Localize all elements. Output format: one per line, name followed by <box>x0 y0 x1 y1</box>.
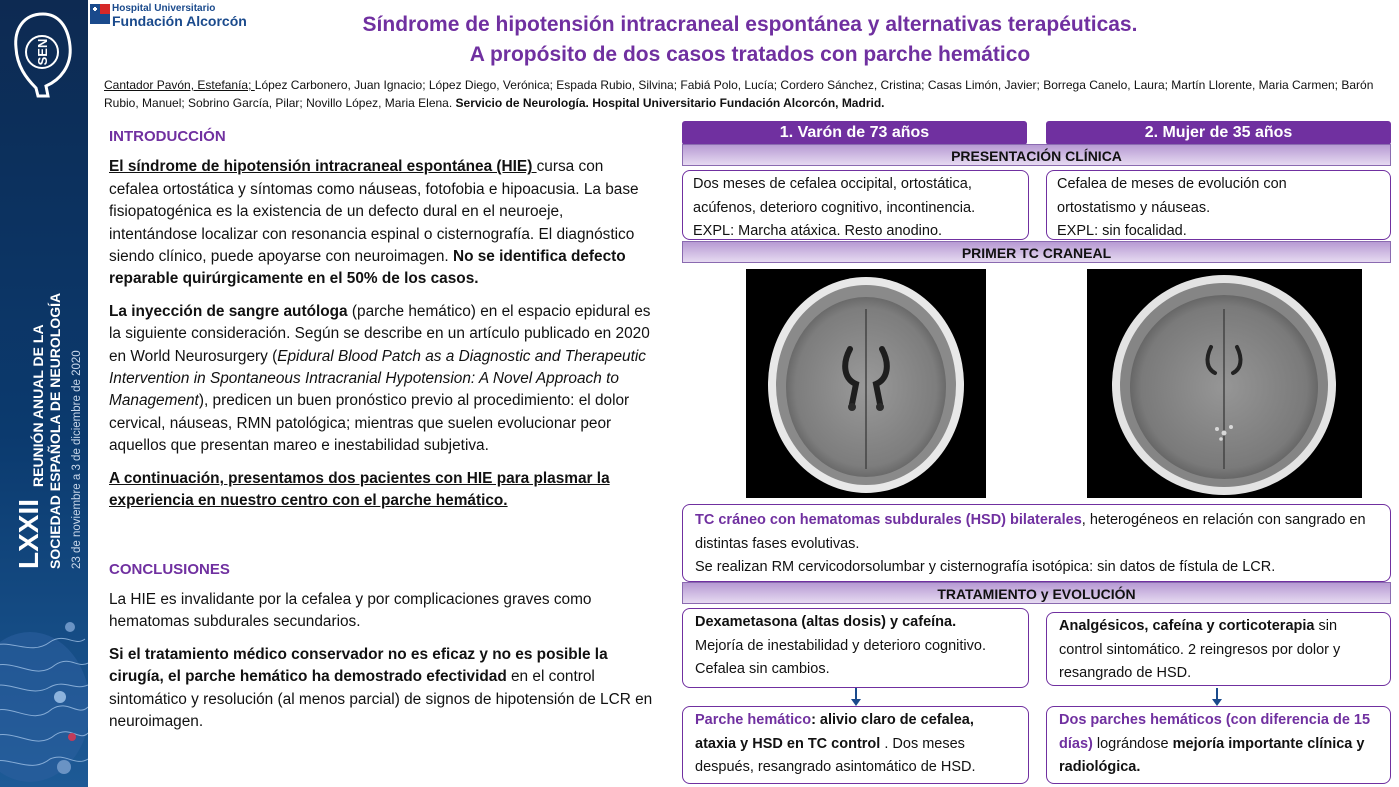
ct-findings-text: , heterogéneos en relación con sangrado en distintas fases evolutivas. <box>695 512 1366 552</box>
other-authors: López Carbonero, Juan Ignacio; López Diego, Verónica; Espada Rubio, Silvina; Fabiá Polo, Lucía; Cordero Sánchez, Cristina; Casas Limón, Javier; Borrega Canelo, Laura; Martín Llorente, Maria Carmen; Barón Rubio, Manuel; Sobrino García, Pilar; Novillo López, Maria Elena. <box>104 78 1374 110</box>
c1-patch-bold: : alivio claro de cefalea, ataxia y HSD en TC control <box>695 712 974 752</box>
c1-pres-line1: Dos meses de cefalea occipital, ortostática, <box>693 176 972 192</box>
conclusion-paragraph-1: La HIE es invalidante por la cefalea y por complicaciones graves como hematomas subdurales secundarios. <box>109 590 592 631</box>
band-treatment: TRATAMIENTO y EVOLUCIÓN <box>682 582 1391 604</box>
arrow-down-icon <box>1216 688 1218 700</box>
arrow-down-icon <box>855 688 857 700</box>
c1-pres-line3: EXPL: Marcha atáxica. Resto anodino. <box>693 223 943 239</box>
hospital-line2: Fundación Alcorcón <box>112 13 247 29</box>
poster-title <box>290 10 1210 70</box>
sidebar-banner <box>0 0 88 787</box>
case1-presentation <box>682 170 1029 240</box>
intro-p1-bold: No se identifica defecto reparable quirúrgicamente en el 50% de los casos. <box>109 248 626 288</box>
intro-paragraph-1 <box>109 156 654 290</box>
c2-pres-line3: EXPL: sin focalidad. <box>1057 223 1187 239</box>
intro-p2-end: ), predicen un buen pronóstico previo al procedimiento: el dolor cervical, náuseas, RMN patológica; mientras que suelen evolucionar peor aquellos que presentan mareo e inestabilidad subjetiva. <box>109 392 630 455</box>
intro-paragraph-2 <box>109 301 654 458</box>
case2-header: 2. Mujer de 35 años <box>1046 121 1391 145</box>
c2-patch-bold: mejoría importante clínica y radiológica. <box>1059 735 1365 775</box>
ct-findings-line2: Se realizan RM cervicodorsolumbar y cisternografía isotópica: sin datos de fístula de LCR. <box>695 559 1276 575</box>
brain-illustration <box>0 587 88 787</box>
ct-findings-bold: TC cráneo con hematomas subdurales (HSD) bilaterales <box>695 512 1082 528</box>
intro-p3: A continuación, presentamos dos pacientes con HIE para plasmar la experiencia en nuestro centro con el parche hemático. <box>109 469 610 510</box>
case2-presentation <box>1046 170 1391 240</box>
hospital-line1: Hospital Universitario <box>112 3 216 14</box>
case1-patch <box>682 706 1029 784</box>
c2-patch-text: lográndose <box>1092 735 1173 752</box>
c1-patch-label: Parche hemático <box>695 712 812 728</box>
conclusion-text: en el control sintomático y resolución (al menos parcial) de signos de hipotensión de LCR en neuroimagen. <box>109 668 653 730</box>
c1-treat-text: Mejoría de inestabilidad y deterioro cognitivo. Cefalea sin cambios. <box>695 637 986 677</box>
intro-p2-bold: La inyección de sangre autóloga <box>109 302 348 320</box>
author-list <box>104 76 1389 112</box>
left-column <box>109 126 654 743</box>
first-author: Cantador Pavón, Estefanía; <box>104 78 255 92</box>
meeting-line2: SOCIEDAD ESPAÑOLA DE NEUROLOGÍA <box>47 292 63 569</box>
ct-image-case2 <box>1087 269 1362 498</box>
affiliation: Servicio de Neurología. Hospital Universitario Fundación Alcorcón, Madrid. <box>455 96 885 110</box>
ct-findings <box>682 504 1391 582</box>
intro-p1-text: cursa con cefalea ortostática y síntomas como náuseas, fotofobia e hipoacusia. La base fisiopatogénica es la existencia de un defecto dural en el neuroeje, intentándose localizar con resonancia espinal o cisternografía. El diagnóstico siendo clínico, puede apoyarse con neuroimagen. <box>109 158 639 266</box>
hie-definition: El síndrome de hipotensión intracraneal espontánea (HIE) <box>109 158 537 176</box>
c1-pres-line2: acúfenos, deterioro cognitivo, incontinencia. <box>693 199 976 216</box>
c2-pres-line1: Cefalea de meses de evolución con <box>1057 176 1287 192</box>
c1-patch-text: . Dos meses después, resangrado asintomático de HSD. <box>695 735 976 775</box>
meeting-title <box>8 197 84 577</box>
case2-treatment <box>1046 612 1391 686</box>
hospital-logo <box>90 2 290 28</box>
c1-treat-bold: Dexametasona (altas dosis) y cafeína. <box>695 614 957 630</box>
band-ct: PRIMER TC CRANEAL <box>682 241 1391 263</box>
intro-paragraph-3 <box>109 468 654 513</box>
conclusions-heading: CONCLUSIONES <box>109 560 230 578</box>
title-line1: Síndrome de hipotensión intracraneal espontánea y alternativas terapéuticas. <box>362 13 1138 36</box>
meeting-number: LXXII <box>13 498 44 569</box>
case2-patch <box>1046 706 1391 784</box>
intro-heading: INTRODUCCIÓN <box>109 128 226 145</box>
hospital-cross-icon <box>90 4 110 26</box>
meeting-dates: 23 de noviembre a 3 de diciembre de 2020 <box>71 350 83 569</box>
intro-p2-text: (parche hemático) en el espacio epidural es la siguiente consideración. Según se describe en un artículo publicado en 2020 en World Neurosurgery ( <box>109 302 651 365</box>
ct-image-case1 <box>746 269 986 498</box>
conclusion-bold: Si el tratamiento médico conservador no es eficaz y no es posible la cirugía, el parche hemático ha demostrado efectividad <box>109 645 608 686</box>
band-presentation: PRESENTACIÓN CLÍNICA <box>682 144 1391 166</box>
c2-patch-label: Dos parches hemáticos (con diferencia de 15 días) <box>1059 712 1371 752</box>
case1-header: 1. Varón de 73 años <box>682 121 1027 145</box>
c2-treat-text: sin control sintomático. 2 reingresos por dolor y resangrado de HSD. <box>1059 618 1341 681</box>
title-line2: A propósito de dos casos tratados con parche hemático <box>469 43 1031 66</box>
case1-treatment <box>682 608 1029 688</box>
c2-treat-bold: Analgésicos, cafeína y corticoterapia <box>1059 618 1315 634</box>
sen-logo-text: SEN <box>35 38 50 66</box>
c2-pres-line2: ortostatismo y náuseas. <box>1057 199 1211 216</box>
sen-logo <box>8 8 78 100</box>
conclusion-paragraph-2 <box>109 644 654 734</box>
meeting-line1: REUNIÓN ANUAL DE LA <box>30 324 46 487</box>
article-title: Epidural Blood Patch as a Diagnostic and Therapeutic Intervention in Spontaneous Intracranial Hypotension: A Novel Approach to Management <box>109 347 646 410</box>
